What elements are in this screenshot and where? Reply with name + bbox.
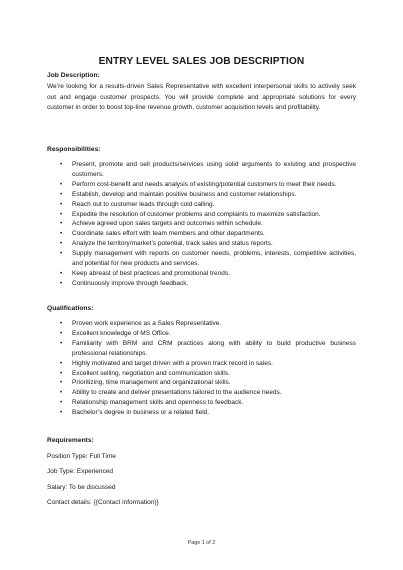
bullet-icon: • (60, 409, 63, 417)
list-item: • Proven work experience as a Sales Representative. (60, 320, 222, 327)
list-item: • Bachelor’s degree in business or a related field. (60, 409, 210, 417)
responsibilities-heading: Responsibilities: (47, 146, 101, 153)
page-number: Page 1 of 2 (187, 540, 216, 546)
list-item: • Expedite the resolution of customer problems and complaints to maximize satisfaction. (60, 210, 321, 218)
bullet-icon: • (60, 369, 63, 377)
bullet-icon: • (60, 200, 63, 208)
bullet-icon: • (60, 320, 63, 327)
job-description-text: We’re looking for a results-driven Sales Representative with excellent interpersonal skills to actively seek out and engage customer prospects. You will provide complete and appropriate solutions for every customer in order to boost top-line revenue growth, customer acquisition levels and profitability. (47, 83, 356, 112)
list-item: • Achieve agreed upon sales targets and outcomes within schedule. (60, 220, 263, 228)
bullet-icon: • (60, 220, 63, 228)
position-type: Position Type: Full Time (47, 453, 116, 460)
responsibilities-list (47, 160, 356, 289)
bullet-icon: • (60, 399, 63, 407)
bullet-icon: • (60, 389, 63, 397)
bullet-icon: • (60, 210, 63, 218)
list-item: • Familiarity with BRM and CRM practices along with ability to build productive business professional relationships. (60, 339, 356, 357)
list-item: • Excellent selling, negotiation and communication skills. (60, 369, 230, 377)
list-item: • Analyze the territory/market’s potential, track sales and status reports. (60, 240, 273, 248)
list-item: • Present, promote and sell products/services using solid arguments to existing and prospective customers. (60, 161, 356, 178)
list-item: • Highly motivated and target driven with a proven track record in sales. (60, 359, 273, 367)
bullet-icon: • (60, 230, 63, 238)
salary: Salary: To be discussed (47, 484, 116, 491)
bullet-icon: • (60, 359, 63, 367)
list-item: • Reach out to customer leads through cold calling. (60, 200, 215, 208)
bullet-icon: • (60, 180, 63, 188)
document-title: ENTRY LEVEL SALES JOB DESCRIPTION (98, 56, 305, 67)
list-item: • Coordinate sales effort with team members and other departments. (60, 230, 265, 238)
bullet-icon: • (60, 161, 63, 168)
bullet-icon: • (60, 379, 63, 387)
list-item: • Relationship management skills and openness to feedback. (60, 399, 244, 407)
qualifications-heading: Qualifications: (47, 305, 94, 312)
contact-details: Contact details: {{Contact information}} (47, 499, 159, 506)
job-description-heading: Job Description: (47, 72, 100, 79)
list-item: • Establish, develop and maintain positive business and customer relationships. (60, 190, 297, 198)
list-item: • Keep abreast of best practices and promotional trends. (60, 269, 230, 277)
bullet-icon: • (60, 250, 63, 258)
bullet-icon: • (60, 190, 63, 198)
list-item: • Perform cost-benefit and needs analysis of existing/potential customers to meet their needs. (60, 180, 337, 188)
qualifications-list (47, 319, 356, 418)
bullet-icon: • (60, 339, 63, 347)
job-type: Job Type: Experienced (47, 468, 114, 475)
bullet-icon: • (60, 269, 63, 277)
list-item: • Excellent knowledge of MS Office. (60, 329, 171, 337)
requirements-heading: Requirements: (47, 437, 94, 444)
list-item: • Supply management with reports on customer needs, problems, interests, competitive activities, and potential for new products and services. (60, 250, 356, 268)
list-item: • Prioritizing, time management and organizational skills. (60, 379, 231, 387)
bullet-icon: • (60, 329, 63, 337)
list-item: • Continuously improve through feedback. (60, 279, 189, 287)
list-item: • Ability to create and deliver presentations tailored to the audience needs. (60, 389, 282, 397)
bullet-icon: • (60, 279, 63, 287)
bullet-icon: • (60, 240, 63, 248)
